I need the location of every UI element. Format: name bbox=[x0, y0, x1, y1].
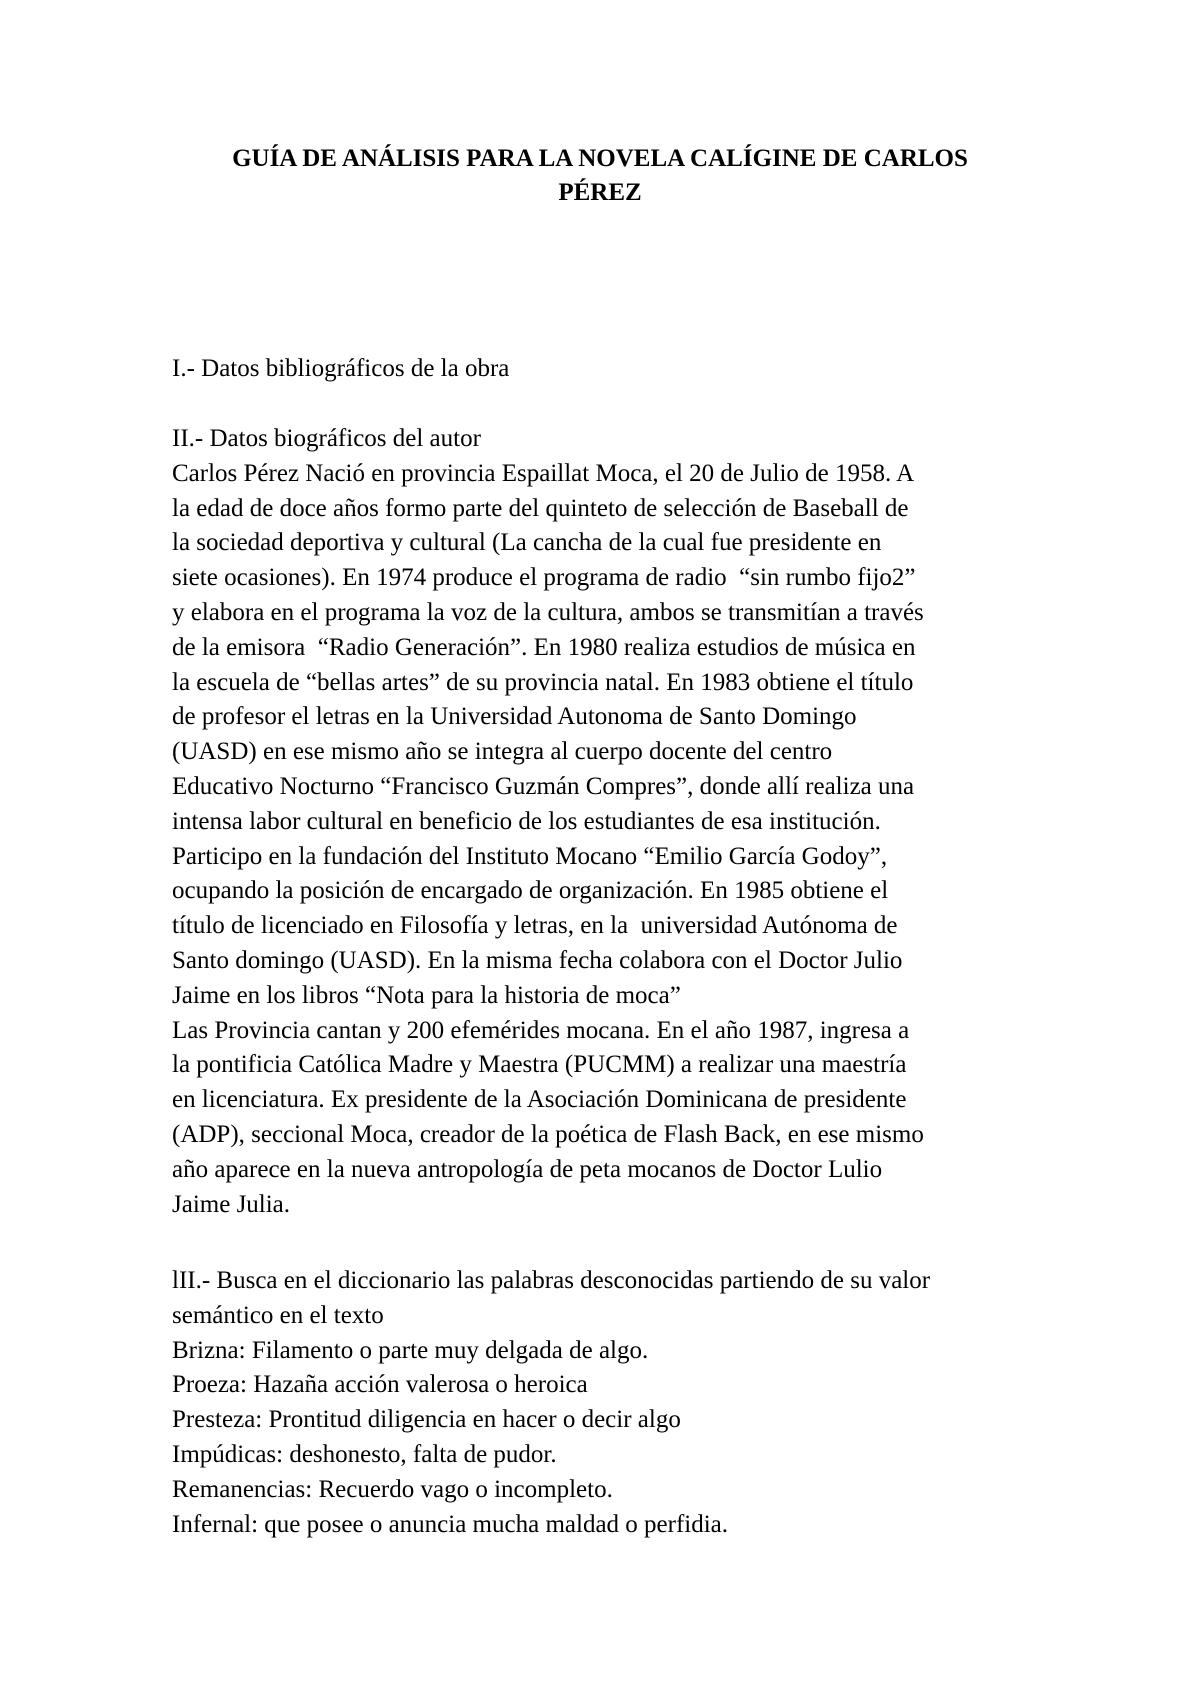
section-biographic bbox=[172, 422, 1072, 1222]
section-heading: lII.- Busca en el diccionario las palabras desconocidas partiendo de su valor bbox=[172, 1267, 931, 1294]
paragraph-line: Las Provincia cantan y 200 efemérides mocana. En el año 1987, ingresa a bbox=[172, 1016, 910, 1044]
title-line: GUÍA DE ANÁLISIS PARA LA NOVELA CALÍGINE DE CARLOS bbox=[232, 145, 968, 172]
paragraph-line: (UASD) en ese mismo año se integra al cuerpo docente del centro bbox=[172, 738, 833, 766]
definition-item: Remanencias: Recuerdo vago o incompleto. bbox=[172, 1475, 613, 1503]
paragraph-line: de profesor el letras en la Universidad Autonoma de Santo Domingo bbox=[172, 703, 857, 731]
paragraph-line: de la emisora “Radio Generación”. En 1980 realiza estudios de música en bbox=[172, 633, 916, 661]
document-title bbox=[160, 142, 1040, 210]
section-bibliographic bbox=[172, 352, 1072, 387]
paragraph-line: la pontificia Católica Madre y Maestra (PUCMM) a realizar una maestría bbox=[172, 1051, 907, 1079]
paragraph-line: Carlos Pérez Nació en provincia Espaillat Moca, el 20 de Julio de 1958. A bbox=[172, 459, 915, 487]
paragraph-line: título de licenciado en Filosofía y letras, en la universidad Autónoma de bbox=[172, 912, 898, 940]
paragraph-line: año aparece en la nueva antropología de peta mocanos de Doctor Lulio bbox=[172, 1155, 883, 1183]
section-heading: I.- Datos bibliográficos de la obra bbox=[172, 355, 510, 382]
paragraph-line: Participo en la fundación del Instituto Mocano “Emilio García Godoy”, bbox=[172, 842, 888, 870]
paragraph-line: la escuela de “bellas artes” de su provincia natal. En 1983 obtiene el título bbox=[172, 668, 914, 696]
paragraph-line: (ADP), seccional Moca, creador de la poética de Flash Back, en ese mismo bbox=[172, 1120, 924, 1148]
paragraph-line: en licenciatura. Ex presidente de la Asociación Dominicana de presidente bbox=[172, 1086, 907, 1114]
definition-item: Brizna: Filamento o parte muy delgada de algo. bbox=[172, 1336, 649, 1364]
definition-item: Infernal: que posee o anuncia mucha maldad o perfidia. bbox=[172, 1510, 729, 1538]
definition-item: Impúdicas: deshonesto, falta de pudor. bbox=[172, 1440, 557, 1468]
paragraph-line: Educativo Nocturno “Francisco Guzmán Compres”, donde allí realiza una bbox=[172, 772, 915, 800]
paragraph-line: Santo domingo (UASD). En la misma fecha colabora con el Doctor Julio bbox=[172, 946, 903, 974]
paragraph-line: intensa labor cultural en beneficio de los estudiantes de esa institución. bbox=[172, 807, 881, 835]
definition-item: Presteza: Prontitud diligencia en hacer o decir algo bbox=[172, 1406, 681, 1434]
section-heading: semántico en el texto bbox=[172, 1301, 384, 1329]
section-heading: II.- Datos biográficos del autor bbox=[172, 425, 481, 452]
title-line: PÉREZ bbox=[558, 179, 642, 206]
paragraph-line: Jaime Julia. bbox=[172, 1190, 291, 1218]
paragraph-line: ocupando la posición de encargado de organización. En 1985 obtiene el bbox=[172, 877, 889, 905]
paragraph-line: la sociedad deportiva y cultural (La cancha de la cual fue presidente en bbox=[172, 529, 882, 557]
paragraph-line: y elabora en el programa la voz de la cultura, ambos se transmitían a través bbox=[172, 598, 924, 626]
section-vocabulary bbox=[172, 1264, 1072, 1542]
paragraph-line: Jaime en los libros “Nota para la historia de moca” bbox=[172, 981, 681, 1009]
definition-item: Proeza: Hazaña acción valerosa o heroica bbox=[172, 1371, 588, 1399]
paragraph-line: la edad de doce años formo parte del quinteto de selección de Baseball de bbox=[172, 494, 909, 522]
paragraph-line: siete ocasiones). En 1974 produce el programa de radio “sin rumbo fijo2” bbox=[172, 564, 916, 592]
